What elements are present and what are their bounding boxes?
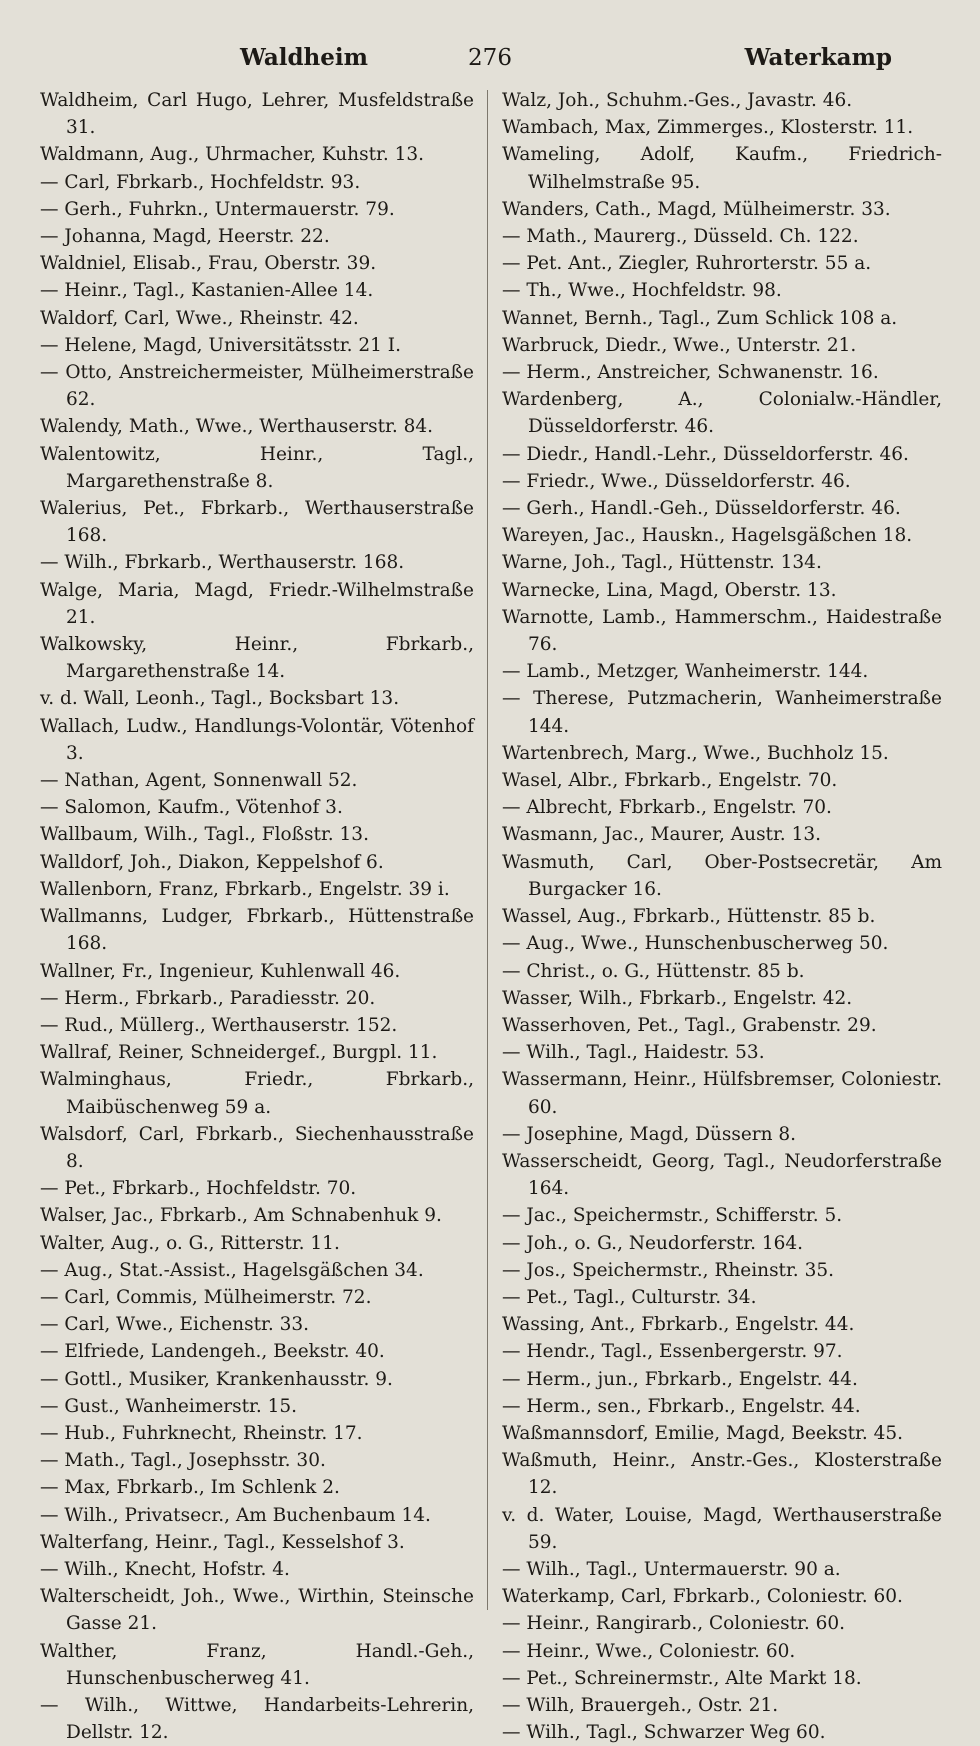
directory-entry: Warnotte, Lamb., Hammerschm., Haidestraße 76. [502,606,942,656]
directory-entry: Wareyen, Jac., Hauskn., Hagelsgäßchen 18. [502,525,913,547]
directory-entry: Waldmann, Aug., Uhrmacher, Kuhstr. 13. [40,144,425,166]
directory-entry: Wallbaum, Wilh., Tagl., Floßstr. 13. [40,824,369,846]
directory-entry: v. d. Wall, Leonh., Tagl., Bocksbart 13. [40,688,400,710]
directory-entry: Wallach, Ludw., Handlungs-Volontär, Vötenhof 3. [40,715,474,764]
directory-entry: Warbruck, Diedr., Wwe., Unterstr. 21. [502,334,857,356]
directory-entry: — Christ., o. G., Hüttenstr. 85 b. [502,960,805,982]
directory-entry: Walendy, Math., Wwe., Werthauserstr. 84. [40,416,434,438]
directory-entry: Wannet, Bernh., Tagl., Zum Schlick 108 a. [502,307,898,329]
directory-entry: Wasser, Wilh., Fbrkarb., Engelstr. 42. [502,987,853,1009]
directory-entry: Wardenberg, A., Colonialw.-Händler, Düsseldorferstr. 46. [502,389,942,438]
directory-entry: — Carl, Wwe., Eichenstr. 33. [40,1314,310,1336]
directory-entry: Wallmanns, Ludger, Fbrkarb., Hüttenstraße 168. [40,906,474,955]
directory-entry: Warne, Joh., Tagl., Hüttenstr. 134. [502,552,822,574]
directory-entry: — Wilh, Brauergeh., Ostr. 21. [502,1694,779,1716]
directory-entry: — Wilh., Privatsecr., Am Buchenbaum 14. [40,1504,431,1526]
directory-entry: Waldheim, Carl Hugo, Lehrer, Musfeldstraße 31. [40,90,474,139]
directory-entry: Waßmannsdorf, Emilie, Magd, Beekstr. 45. [502,1422,904,1444]
directory-entry: — Otto, Anstreichermeister, Mülheimerstraße 62. [40,362,474,411]
directory-entry: — Therese, Putzmacherin, Wanheimerstraße 144. [502,688,942,737]
directory-entry: — Wilh., Fbrkarb., Werthauserstr. 168. [40,552,405,574]
directory-entry: — Nathan, Agent, Sonnenwall 52. [40,770,358,792]
directory-entry: — Herm., jun., Fbrkarb., Engelstr. 44. [502,1368,858,1390]
page-header [36,38,944,78]
directory-entry: Walther, Franz, Handl.-Geh., Hunschenbuscherweg 41. [40,1640,474,1689]
directory-entry: — Th., Wwe., Hochfeldstr. 98. [502,280,782,302]
directory-entry: Walminghaus, Friedr., Fbrkarb., Maibüschenweg 59 a. [40,1069,474,1118]
directory-entry: Wameling, Adolf, Kaufm., Friedrich-Wilhelmstraße 95. [502,144,942,193]
directory-entry: Walerius, Pet., Fbrkarb., Werthauserstraße 168. [40,498,474,547]
directory-entry: — Gerh., Fuhrkn., Untermauerstr. 79. [40,198,395,220]
directory-entry: — Gust., Wanheimerstr. 15. [40,1395,298,1417]
directory-entry: Wartenbrech, Marg., Wwe., Buchholz 15. [502,742,889,764]
column-divider [487,90,488,1610]
directory-entry: Wanders, Cath., Magd, Mülheimerstr. 33. [502,198,891,220]
directory-entry: Walter, Aug., o. G., Ritterstr. 11. [40,1232,340,1254]
left-column [40,87,474,1744]
directory-entry: Wassing, Ant., Fbrkarb., Engelstr. 44. [502,1314,855,1336]
directory-entry: — Wilh., Wittwe, Handarbeits-Lehrerin, Dellstr. 12. [40,1694,474,1744]
directory-entry: — Herm., Fbrkarb., Paradiesstr. 20. [40,987,376,1009]
directory-entry: — Carl, Fbrkarb., Hochfeldstr. 93. [40,171,361,193]
directory-entry: — Hendr., Tagl., Essenbergerstr. 97. [502,1341,843,1363]
page-number: 276 [468,45,512,71]
directory-entry: Wambach, Max, Zimmerges., Klosterstr. 11. [502,117,914,139]
directory-entry: — Aug., Stat.-Assist., Hagelsgäßchen 34. [40,1259,424,1281]
directory-entry: — Heinr., Wwe., Coloniestr. 60. [502,1640,796,1662]
directory-entry: — Albrecht, Fbrkarb., Engelstr. 70. [502,797,832,819]
directory-entry: Waldniel, Elisab., Frau, Oberstr. 39. [40,253,377,275]
directory-entry: Walge, Maria, Magd, Friedr.-Wilhelmstraße 21. [40,579,474,628]
directory-entry: — Pet., Fbrkarb., Hochfeldstr. 70. [40,1178,357,1200]
directory-entry: — Pet., Tagl., Culturstr. 34. [502,1286,757,1308]
directory-entry: — Wilh., Tagl., Untermauerstr. 90 a. [502,1558,841,1580]
directory-entry: — Jos., Speichermstr., Rheinstr. 35. [502,1259,834,1281]
directory-entry: — Joh., o. G., Neudorferstr. 164. [502,1232,804,1254]
directory-entry: — Herm., sen., Fbrkarb., Engelstr. 44. [502,1395,861,1417]
directory-entry: Walsdorf, Carl, Fbrkarb., Siechenhausstraße 8. [40,1123,474,1172]
directory-entry: — Lamb., Metzger, Wanheimerstr. 144. [502,661,869,683]
directory-entry: Wallraf, Reiner, Schneidergef., Burgpl. 11. [40,1042,438,1064]
directory-entry: — Wilh., Tagl., Haidestr. 53. [502,1042,765,1064]
directory-entry: — Josephine, Magd, Düssern 8. [502,1123,797,1145]
directory-entry: — Math., Maurerg., Düsseld. Ch. 122. [502,226,859,248]
directory-entry: Wallenborn, Franz, Fbrkarb., Engelstr. 39 i. [40,878,450,900]
directory-entry: — Herm., Anstreicher, Schwanenstr. 16. [502,362,879,384]
directory-entry: — Carl, Commis, Mülheimerstr. 72. [40,1286,372,1308]
directory-entry: — Gottl., Musiker, Krankenhausstr. 9. [40,1368,393,1390]
directory-entry: Walldorf, Joh., Diakon, Keppelshof 6. [40,851,384,873]
directory-entry: Walz, Joh., Schuhm.-Ges., Javastr. 46. [502,90,853,111]
directory-entry: Waßmuth, Heinr., Anstr.-Ges., Klosterstraße 12. [502,1450,942,1499]
directory-entry: Walentowitz, Heinr., Tagl., Margarethenstraße 8. [40,443,474,492]
header-first-name: Waldheim [240,44,368,71]
directory-entry: — Math., Tagl., Josephsstr. 30. [40,1450,326,1472]
directory-entry: — Hub., Fuhrknecht, Rheinstr. 17. [40,1422,363,1444]
directory-entry: — Rud., Müllerg., Werthauserstr. 152. [40,1014,398,1036]
directory-entry: Warnecke, Lina, Magd, Oberstr. 13. [502,579,837,601]
directory-entry: Wasmuth, Carl, Ober-Postsecretär, Am Burgacker 16. [502,851,942,900]
directory-entry: Wasserscheidt, Georg, Tagl., Neudorferstraße 164. [502,1150,942,1200]
directory-entry: — Salomon, Kaufm., Vötenhof 3. [40,797,343,819]
directory-entry: Wassel, Aug., Fbrkarb., Hüttenstr. 85 b. [502,906,876,928]
directory-entry: Wallner, Fr., Ingenieur, Kuhlenwall 46. [40,960,401,982]
directory-entry: — Wilh., Knecht, Hofstr. 4. [40,1558,290,1580]
directory-entry: — Johanna, Magd, Heerstr. 22. [40,226,330,248]
directory-entry: — Heinr., Rangirarb., Coloniestr. 60. [502,1613,846,1635]
directory-entry: — Heinr., Tagl., Kastanien-Allee 14. [40,280,374,302]
directory-entry: Walkowsky, Heinr., Fbrkarb., Margarethenstraße 14. [40,634,474,683]
directory-entry: — Aug., Wwe., Hunschenbuscherweg 50. [502,933,889,955]
directory-entry: Wasmann, Jac., Maurer, Austr. 13. [502,824,821,846]
directory-entry: — Wilh., Tagl., Schwarzer Weg 60. [502,1722,826,1744]
directory-entry: Walser, Jac., Fbrkarb., Am Schnabenhuk 9. [40,1205,442,1227]
right-column [502,87,942,1744]
directory-entry: v. d. Water, Louise, Magd, Werthauserstraße 59. [502,1504,942,1553]
directory-entry: — Diedr., Handl.-Lehr., Düsseldorferstr. 46. [502,443,909,465]
directory-entry: — Jac., Speichermstr., Schifferstr. 5. [502,1205,843,1227]
directory-entry: Wasel, Albr., Fbrkarb., Engelstr. 70. [502,770,838,792]
header-last-name: Waterkamp [744,44,892,71]
directory-entry: Waldorf, Carl, Wwe., Rheinstr. 42. [40,307,359,329]
directory-entry: — Friedr., Wwe., Düsseldorferstr. 46. [502,470,851,492]
directory-entry: Walterscheidt, Joh., Wwe., Wirthin, Steinsche Gasse 21. [40,1586,474,1635]
directory-entry: — Gerh., Handl.-Geh., Düsseldorferstr. 46. [502,498,901,520]
directory-entry: Walterfang, Heinr., Tagl., Kesselshof 3. [40,1531,405,1553]
directory-entry: Wassermann, Heinr., Hülfsbremser, Coloniestr. 60. [502,1069,942,1118]
directory-entry: — Elfriede, Landengeh., Beekstr. 40. [40,1341,385,1363]
directory-entry: — Max, Fbrkarb., Im Schlenk 2. [40,1477,340,1499]
directory-entry: — Pet. Ant., Ziegler, Ruhrorterstr. 55 a. [502,253,872,275]
directory-entry: Wasserhoven, Pet., Tagl., Grabenstr. 29. [502,1014,877,1036]
directory-entry: — Helene, Magd, Universitätsstr. 21 I. [40,334,401,356]
directory-entry: Waterkamp, Carl, Fbrkarb., Coloniestr. 60. [502,1586,903,1608]
directory-entry: — Pet., Schreinermstr., Alte Markt 18. [502,1667,862,1689]
